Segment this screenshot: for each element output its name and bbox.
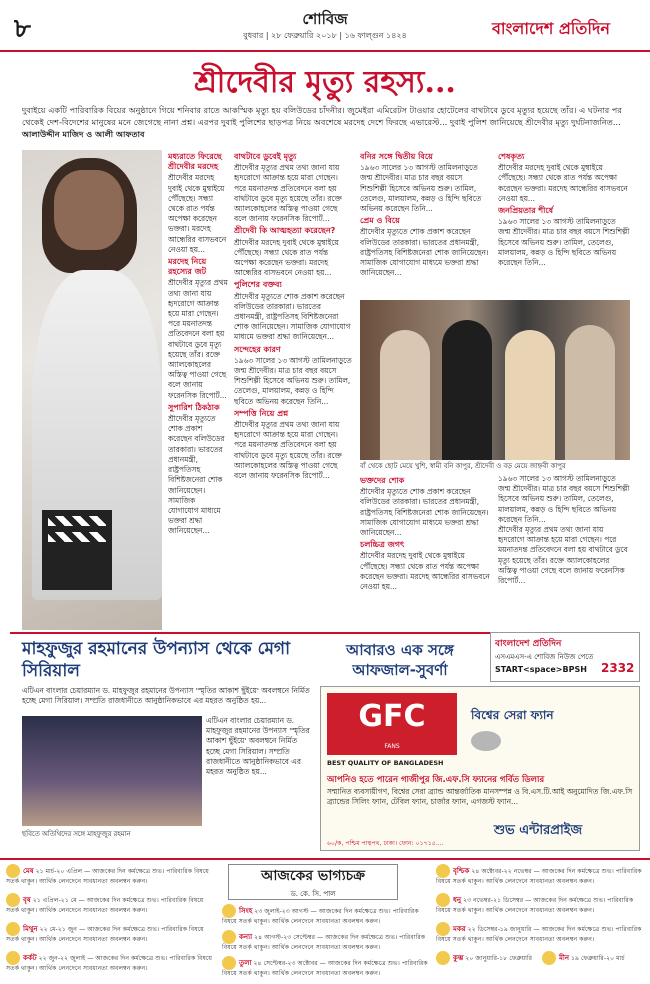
fan-icon (471, 731, 501, 751)
subhead: ভক্তদের শোক (360, 476, 405, 485)
horoscope-sign: সিংহ ২৩ জুলাই-২৩ আগস্ট — আজকের দিন কর্মক্ষেত্রে শুভ। পারিবারিক বিষয়ে সতর্ক থাকুন। আর্থিক লেনদেনে সাবধানতা অবলম্বন করুন। (222, 904, 432, 928)
article-column-1 (168, 150, 228, 630)
gfc-body: সম্মানিত ব্যবসায়ীগণ, বিশ্বের সেরা ব্র্যান্ড আন্তর্জাতিক মানসম্পন্ন ও বি.এস.টি.আই অনুমোদিত জি.এফ.সি ব্র্যান্ডের সিলিং ফ্যান, টেবিল ফ্যান, চার্জার ফ্যান, এগজস্ট ফ্যান... (327, 787, 633, 807)
column-text: শ্রীদেবীর মৃত্যুর প্রথম তথ্য জানা যায় হৃদরোগে আক্রান্ত হয়ে মারা গেছেন। পরে ময়নাতদন্ত প্রতিবেদনে বলা হয় বাথটাবে ডুবে মৃত্যু হয়েছে তাঁর। রক্তে অ্যালকোহলের অস্তিত্ব পাওয়া গেছে বলে জানায় ফরেনসিক রিপোর্ট... (234, 420, 342, 481)
subhead: বাথটাবে ডুবেই মৃত্যু (234, 152, 297, 161)
column-text: শ্রীদেবীর মরদেহ দুবাই থেকে মুম্বাইয়ে পৌঁছেছে। সন্ধ্যা থেকে রাত পর্যন্ত অপেক্ষা করেছেন ভক্তরা। মরদেহ আন্ধেরির বাসভবনে নেওয়া হয়... (168, 173, 227, 254)
sign-text: আজকের দিন কর্মক্ষেত্রে শুভ। পারিবারিক বিষয়ে সতর্ক থাকুন। আর্থিক লেনদেনে সাবধানতা অবলম্বন করুন। (222, 960, 428, 977)
article-column-5 (360, 474, 490, 630)
horoscope-sign (436, 951, 540, 979)
gfc-logo: GFC (327, 693, 457, 755)
gfc-logo-sub: FANS (384, 743, 400, 750)
sms-ad-brand: বাংলাদেশ প্রতিদিন (495, 639, 562, 649)
story-2-caption: ছবিতে অতিথিদের সঙ্গে মাহফুজুর রহমান (22, 830, 131, 838)
leo-icon (222, 904, 236, 918)
lead-text: দুবাইয়ে একটি পারিবারিক বিয়ের অনুষ্ঠানে গিয়ে শনিবার রাতে আকস্মিক মৃত্যু হয় বলিউডের চাঁদনীর। জুমেইরা এমিরেটস টাওয়ার হোটেলের বাথটাবে ডুবে মৃত্যুর হয়েছে তাঁর। এ ঘটনার পর থেকেই দেশ-বিদেশের মানুষের মনে জেগেছে নানা প্রশ্ন। এরপর দুবাই পুলিশের ছাড়পত্র নিয়ে অবশেষে মরদেহ দেশে ফিরছে এভারেস্ট... দুবাই পুলিশ জানিয়েছে শ্রীদেবীর মৃত্যু দুর্ঘটনাজনিত... (22, 105, 622, 127)
sign-name: ধনু (453, 896, 462, 904)
column-text: শ্রীদেবীর মরদেহ দুবাই থেকে মুম্বাইয়ে পৌঁছেছে। সন্ধ্যা থেকে রাত পর্যন্ত অপেক্ষা করেছেন ভক্তরা। মরদেহ আন্ধেরির বাসভবনে নেওয়া হয়... (360, 551, 490, 592)
scorpio-icon (436, 864, 450, 878)
horoscope-sign: বৃষ ২১ এপ্রিল-২১ মে — আজকের দিন কর্মক্ষেত্রে শুভ। পারিবারিক বিষয়ে সতর্ক থাকুন। আর্থিক লেনদেনে সাবধানতা অবলম্বন করুন। (6, 893, 216, 921)
sign-name: কুম্ভ (453, 954, 464, 962)
subhead: শেষকৃত্য (498, 152, 525, 161)
sms-ad (490, 632, 640, 682)
sign-text: আজকের দিন কর্মক্ষেত্রে শুভ। পারিবারিক বিষয়ে সতর্ক থাকুন। আর্থিক লেনদেনে সাবধানতা অবলম্বন করুন। (6, 926, 204, 943)
sign-name: মীন (559, 954, 570, 962)
column-text: শ্রীদেবীর মৃত্যুতে শোক প্রকাশ করেছেন বলিউডের তারকারা। ভারতের প্রধানমন্ত্রী, রাষ্ট্রপতিসহ বিশিষ্টজনেরা শোক জানিয়েছেন। সামাজিক যোগাযোগ মাধ্যমে ভক্তরা শ্রদ্ধা জানিয়েছেন... (360, 227, 489, 278)
sign-text: আজকের দিন কর্মক্ষেত্রে শুভ। পারিবারিক বিষয়ে সতর্ক থাকুন। আর্থিক লেনদেনে সাবধানতা অবলম্বন করুন। (6, 897, 204, 914)
sign-range: ২৪ সেপ্টেম্বর-২৩ অক্টোবর (253, 960, 318, 967)
taurus-icon (6, 893, 20, 907)
page-number: ৮ (14, 14, 31, 44)
pisces-icon (542, 951, 556, 965)
column-text: শ্রীদেবীর মৃত্যুর প্রথম তথ্য জানা যায় হৃদরোগে আক্রান্ত হয়ে মারা গেছেন। পরে ময়নাতদন্ত প্রতিবেদনে বলা হয় বাথটাবে ডুবে মৃত্যু হয়েছে তাঁর। রক্তে অ্যালকোহলের অস্তিত্ব পাওয়া গেছে বলে জানায় ফরেনসিক রিপোর্ট... (168, 278, 228, 400)
person-figure (442, 320, 492, 460)
sridevi-photo (22, 150, 162, 630)
subhead: পুলিশের বক্তব্য (234, 280, 282, 290)
person-figure (505, 330, 555, 460)
subhead: সুপারিশ ঠিকঠাক (168, 402, 220, 412)
sign-range: ২১ মার্চ-২০ এপ্রিল (35, 868, 83, 875)
gfc-promo: বিশ্বের সেরা ফ্যান (471, 708, 554, 722)
issue-date: বুধবার | ২৮ ফেব্রুয়ারি ২০১৮ | ১৬ ফাল্গুন ১৪২৪ (243, 31, 407, 40)
column-text: শ্রীদেবীর মৃত্যুর প্রথম তথ্য জানা যায় হৃদরোগে আক্রান্ত হয়ে মারা গেছেন। পরে ময়নাতদন্ত প্রতিবেদনে বলা হয় বাথটাবে ডুবে মৃত্যু হয়েছে তাঁর। রক্তে অ্যালকোহলের অস্তিত্ব পাওয়া গেছে বলে জানায় ফরেনসিক রিপোর্ট... (234, 163, 342, 224)
sign-range: ২২ মে-২১ জুন (39, 926, 78, 933)
virgo-icon (222, 930, 236, 944)
horoscope-sign (542, 951, 644, 979)
photo-face (54, 170, 124, 250)
sign-range: ২৩ নভেম্বর-২১ ডিসেম্বর (463, 897, 524, 904)
sign-name: কন্যা (239, 933, 253, 941)
story-2-body: এটিএন বাংলার চেয়ারম্যান ড. মাহফুজুর রহমানের উপন্যাস 'স্মৃতির আকাশ ছুঁইয়ে' অবলম্বনে নির্মিত হচ্ছে মেগা সিরিয়াল। সম্প্রতি রাজধানীতে আনুষ্ঠানিকভাবে এর মহরত অনুষ্ঠিত হয়... (22, 686, 310, 706)
sign-name: তুলা (239, 959, 252, 967)
gfc-tagline: BEST QUALITY OF BANGLADESH (327, 759, 444, 767)
horoscope-sign: মেষ ২১ মার্চ-২০ এপ্রিল — আজকের দিন কর্মক্ষেত্রে শুভ। পারিবারিক বিষয়ে সতর্ক থাকুন। আর্থিক লেনদেনে সাবধানতা অবলম্বন করুন। (6, 864, 216, 892)
sign-name: মেষ (23, 867, 34, 875)
subhead: মধ্যরাতে ফিরেছে শ্রীদেবীর মরদেহ (168, 152, 222, 172)
article-column-4 (498, 150, 630, 295)
section-title: শোবিজ (302, 10, 348, 28)
horoscope-sign: তুলা ২৪ সেপ্টেম্বর-২৩ অক্টোবর — আজকের দিন কর্মক্ষেত্রে শুভ। পারিবারিক বিষয়ে সতর্ক থাকুন। আর্থিক লেনদেনে সাবধানতা অবলম্বন করুন। (222, 956, 432, 980)
sign-text: আজকের দিন কর্মক্ষেত্রে শুভ। পারিবারিক বিষয়ে সতর্ক থাকুন। আর্থিক লেনদেনে সাবধানতা অবলম্বন করুন। (436, 897, 634, 914)
sign-text: আজকের দিন কর্মক্ষেত্রে শুভ। পারিবারিক বিষয়ে সতর্ক থাকুন। আর্থিক লেনদেনে সাবধানতা অবলম্বন করুন। (222, 908, 419, 925)
horoscope-sign: বৃশ্চিক ২৪ অক্টোবর-২২ নভেম্বর — আজকের দিন কর্মক্ষেত্রে শুভ। পারিবারিক বিষয়ে সতর্ক থাকুন। আর্থিক লেনদেনে সাবধানতা অবলম্বন করুন। (436, 864, 644, 892)
aquarius-icon (436, 951, 450, 965)
column-text: ১৯৬৩ সালের ১৩ আগস্ট তামিলনাড়ুতে জন্ম শ্রীদেবীর। মাত্র চার বছর বয়সে শিশুশিল্পী হিসেবে অভিনয় শুরু। তামিল, তেলেগু, মালয়ালম, কন্নড় ও হিন্দি ছবিতে অভিনয় করেছেন তিনি... (498, 217, 630, 268)
subhead: শ্রীদেবী কি আত্মহত্যা করেছেন? (234, 226, 336, 236)
subhead: চলচ্চিত্র জগৎ (360, 540, 405, 550)
sign-range: ১৯ ফেব্রুয়ারি-২০ মার্চ (571, 955, 625, 962)
column-text: শ্রীদেবীর মৃত্যুতে শোক প্রকাশ করেছেন বলিউডের তারকারা। ভারতের প্রধানমন্ত্রী, রাষ্ট্রপতিসহ বিশিষ্টজনেরা শোক জানিয়েছেন। সামাজিক যোগাযোগ মাধ্যমে ভক্তরা শ্রদ্ধা জানিয়েছেন... (234, 291, 351, 342)
article-column-3 (360, 150, 490, 295)
family-photo-caption: বাঁ থেকে ছোট মেয়ে খুশি, স্বামী বনি কাপুর, শ্রীদেবী ও বড় মেয়ে জাহ্নবী কাপুর (360, 462, 566, 470)
sign-range: ২৪ আগস্ট-২৩ সেপ্টেম্বর (254, 934, 316, 941)
clapperboard-icon (42, 510, 112, 590)
person-figure (380, 330, 430, 460)
person-figure (565, 325, 615, 460)
story-2-column: এটিএন বাংলার চেয়ারম্যান ড. মাহফুজুর রহমানের উপন্যাস 'স্মৃতির আকাশ ছুঁইয়ে' অবলম্বনে নির্মিত হচ্ছে মেগা সিরিয়াল। সম্প্রতি রাজধানীতে আনুষ্ঠানিকভাবে এর মহরত অনুষ্ঠিত হয়... (206, 716, 310, 777)
horoscope-sign: মকর ২২ ডিসেম্বর-১৯ জানুয়ারি — আজকের দিন কর্মক্ষেত্রে শুভ। পারিবারিক বিষয়ে সতর্ক থাকুন। আর্থিক লেনদেনে সাবধানতা অবলম্বন করুন। (436, 922, 644, 950)
sign-range: ২০ জানুয়ারি-১৮ ফেব্রুয়ারি (465, 955, 533, 962)
subhead: সম্পত্তি নিয়ে প্রশ্ন (234, 408, 289, 418)
sign-range: ২২ জুন-২২ জুলাই (38, 955, 86, 962)
sagittarius-icon (436, 893, 450, 907)
main-headline: শ্রীদেবীর মৃত্যু রহস্য... (194, 65, 456, 100)
sign-text: আজকের দিন কর্মক্ষেত্রে শুভ। পারিবারিক বিষয়ে সতর্ক থাকুন। আর্থিক লেনদেনে সাবধানতা অবলম্বন করুন। (6, 955, 212, 972)
byline: আলাউদ্দীন মাজিদ ও আলী আফতাব (22, 129, 145, 139)
gemini-icon (6, 922, 20, 936)
column-text: শ্রীদেবীর মৃত্যুর প্রথম তথ্য জানা যায় হৃদরোগে আক্রান্ত হয়ে মারা গেছেন। পরে ময়নাতদন্ত প্রতিবেদনে বলা হয় বাথটাবে ডুবে মৃত্যু হয়েছে তাঁর। রক্তে অ্যালকোহলের অস্তিত্ব পাওয়া গেছে বলে জানায় ফরেনসিক রিপোর্ট... (498, 525, 628, 586)
sms-ad-line: এসএমএস-এ শোবিজ নিউজ পেতে (495, 653, 594, 661)
sign-range: ২২ ডিসেম্বর-১৯ জানুয়ারি (467, 926, 532, 933)
subhead: জনপ্রিয়তার শীর্ষে (498, 206, 554, 216)
sign-name: মকর (453, 925, 466, 933)
sign-name: বৃষ (23, 896, 31, 904)
gfc-address: ৬০/ক, পশ্চিম পান্থপথ, ঢাকা। ফোন: ০১৭১৫.... (327, 840, 444, 847)
column-text: ১৯৬৩ সালের ১৩ আগস্ট তামিলনাড়ুতে জন্ম শ্রীদেবীর। মাত্র চার বছর বয়সে শিশুশিল্পী হিসেবে অভিনয় শুরু। তামিল, তেলেগু, মালয়ালম, কন্নড় ও হিন্দি ছবিতে অভিনয় করেছেন তিনি... (498, 474, 630, 524)
gfc-fans-ad (320, 686, 640, 851)
gfc-distributor: শুভ এন্টারপ্রাইজ (493, 823, 583, 838)
main-lead (22, 104, 632, 140)
story-2-headline: মাহফুজুর রহমানের উপন্যাস থেকে মেগা সিরিয়াল (22, 639, 290, 681)
sign-text: আজকের দিন কর্মক্ষেত্রে শুভ। পারিবারিক বিষয়ে সতর্ক থাকুন। আর্থিক লেনদেনে সাবধানতা অবলম্বন করুন। (436, 868, 642, 885)
page-header (0, 0, 650, 52)
horoscope-heading: আজকের ভাগ্যচক্র (261, 868, 365, 884)
sign-range: ২৩ জুলাই-২৩ আগস্ট (254, 908, 309, 915)
sign-name: মিথুন (23, 925, 38, 933)
column-text: শ্রীদেবীর মৃত্যুতে শোক প্রকাশ করেছেন বলিউডের তারকারা। ভারতের প্রধানমন্ত্রী, রাষ্ট্রপতিসহ বিশিষ্টজনেরা শোক জানিয়েছেন। সামাজিক যোগাযোগ মাধ্যমে ভক্তরা শ্রদ্ধা জানিয়েছেন... (168, 414, 225, 536)
column-text: শ্রীদেবীর মরদেহ দুবাই থেকে মুম্বাইয়ে পৌঁছেছে। সন্ধ্যা থেকে রাত পর্যন্ত অপেক্ষা করেছেন ভক্তরা। মরদেহ আন্ধেরির বাসভবনে নেওয়া হয়... (234, 237, 339, 278)
newspaper-logo: বাংলাদেশ প্রতিদিন (492, 19, 610, 38)
subhead: সন্দেহের কারণ (234, 344, 281, 354)
sign-name: কর্কট (23, 954, 37, 962)
cancer-icon (6, 951, 20, 965)
sms-ad-code: START<space>BPSH (495, 665, 587, 674)
column-text: ১৯৬৩ সালের ১৩ আগস্ট তামিলনাড়ুতে জন্ম শ্রীদেবীর। মাত্র চার বছর বয়সে শিশুশিল্পী হিসেবে অভিনয় শুরু। তামিল, তেলেগু, মালয়ালম, কন্নড় ও হিন্দি ছবিতে অভিনয় করেছেন তিনি... (360, 163, 482, 214)
libra-icon (222, 956, 236, 970)
subhead: মরদেহ নিয়ে রহস্যের জট (168, 257, 207, 277)
article-column-6 (498, 474, 630, 630)
sms-ad-number: 2332 (601, 661, 635, 675)
column-text: শ্রীদেবীর মরদেহ দুবাই থেকে মুম্বাইয়ে পৌঁছেছে। সন্ধ্যা থেকে রাত পর্যন্ত অপেক্ষা করেছেন ভক্তরা। মরদেহ আন্ধেরির বাসভবনে নেওয়া হয়... (498, 163, 628, 203)
sign-name: বৃশ্চিক (453, 867, 470, 875)
sign-range: ২১ এপ্রিল-২১ মে (32, 897, 77, 904)
subhead: বনির সঙ্গে দ্বিতীয় বিয়ে (360, 152, 433, 161)
aries-icon (6, 864, 20, 878)
horoscope-sign: কর্কট ২২ জুন-২২ জুলাই — আজকের দিন কর্মক্ষেত্রে শুভ। পারিবারিক বিষয়ে সতর্ক থাকুন। আর্থিক লেনদেনে সাবধানতা অবলম্বন করুন। (6, 951, 216, 979)
horoscope-sign: কন্যা ২৪ আগস্ট-২৩ সেপ্টেম্বর — আজকের দিন কর্মক্ষেত্রে শুভ। পারিবারিক বিষয়ে সতর্ক থাকুন। আর্থিক লেনদেনে সাবধানতা অবলম্বন করুন। (222, 930, 432, 954)
sign-text: আজকের দিন কর্মক্ষেত্রে শুভ। পারিবারিক বিষয়ে সতর্ক থাকুন। আর্থিক লেনদেনে সাবধানতা অবলম্বন করুন। (436, 926, 642, 943)
horoscope-sign: ধনু ২৩ নভেম্বর-২১ ডিসেম্বর — আজকের দিন কর্মক্ষেত্রে শুভ। পারিবারিক বিষয়ে সতর্ক থাকুন। আর্থিক লেনদেনে সাবধানতা অবলম্বন করুন। (436, 893, 644, 921)
sign-name: সিংহ (239, 907, 253, 915)
gfc-headline: আপনিও হতে পারেন গাজীপুর জি.এফ.সি ফ্যানের গর্বিত ডিলার (327, 775, 545, 785)
horoscope-sign: মিথুন ২২ মে-২১ জুন — আজকের দিন কর্মক্ষেত্রে শুভ। পারিবারিক বিষয়ে সতর্ক থাকুন। আর্থিক লেনদেনে সাবধানতা অবলম্বন করুন। (6, 922, 216, 950)
column-text: শ্রীদেবীর মৃত্যুতে শোক প্রকাশ করেছেন বলিউডের তারকারা। ভারতের প্রধানমন্ত্রী, রাষ্ট্রপতিসহ বিশিষ্টজনেরা শোক জানিয়েছেন। সামাজিক যোগাযোগ মাধ্যমে ভক্তরা শ্রদ্ধা জানিয়েছেন... (360, 487, 489, 538)
article-column-2 (234, 150, 352, 630)
column-text: ১৯৬৩ সালের ১৩ আগস্ট তামিলনাড়ুতে জন্ম শ্রীদেবীর। মাত্র চার বছর বয়সে শিশুশিল্পী হিসেবে অভিনয় শুরু। তামিল, তেলেগু, মালয়ালম, কন্নড় ও হিন্দি ছবিতে অভিনয় করেছেন তিনি... (234, 355, 352, 406)
story-3-headline: আবারও এক সঙ্গে আফজাল-সুবর্ণা (346, 641, 454, 679)
subhead: প্রেম ও বিয়ে (360, 216, 400, 226)
family-photo (360, 300, 630, 460)
story-2-photo (22, 716, 202, 826)
capricorn-icon (436, 922, 450, 936)
horoscope-title (228, 864, 398, 900)
sign-text: আজকের দিন কর্মক্ষেত্রে শুভ। পারিবারিক বিষয়ে সতর্ক থাকুন। আর্থিক লেনদেনে সাবধানতা অবলম্বন করুন। (6, 868, 209, 885)
sign-text: আজকের দিন কর্মক্ষেত্রে শুভ। পারিবারিক বিষয়ে সতর্ক থাকুন। আর্থিক লেনদেনে সাবধানতা অবলম্বন করুন। (222, 934, 426, 951)
horoscope-author: ড. কে. সি. পাল (290, 890, 336, 898)
sign-range: ২৪ অক্টোবর-২২ নভেম্বর (471, 868, 532, 875)
